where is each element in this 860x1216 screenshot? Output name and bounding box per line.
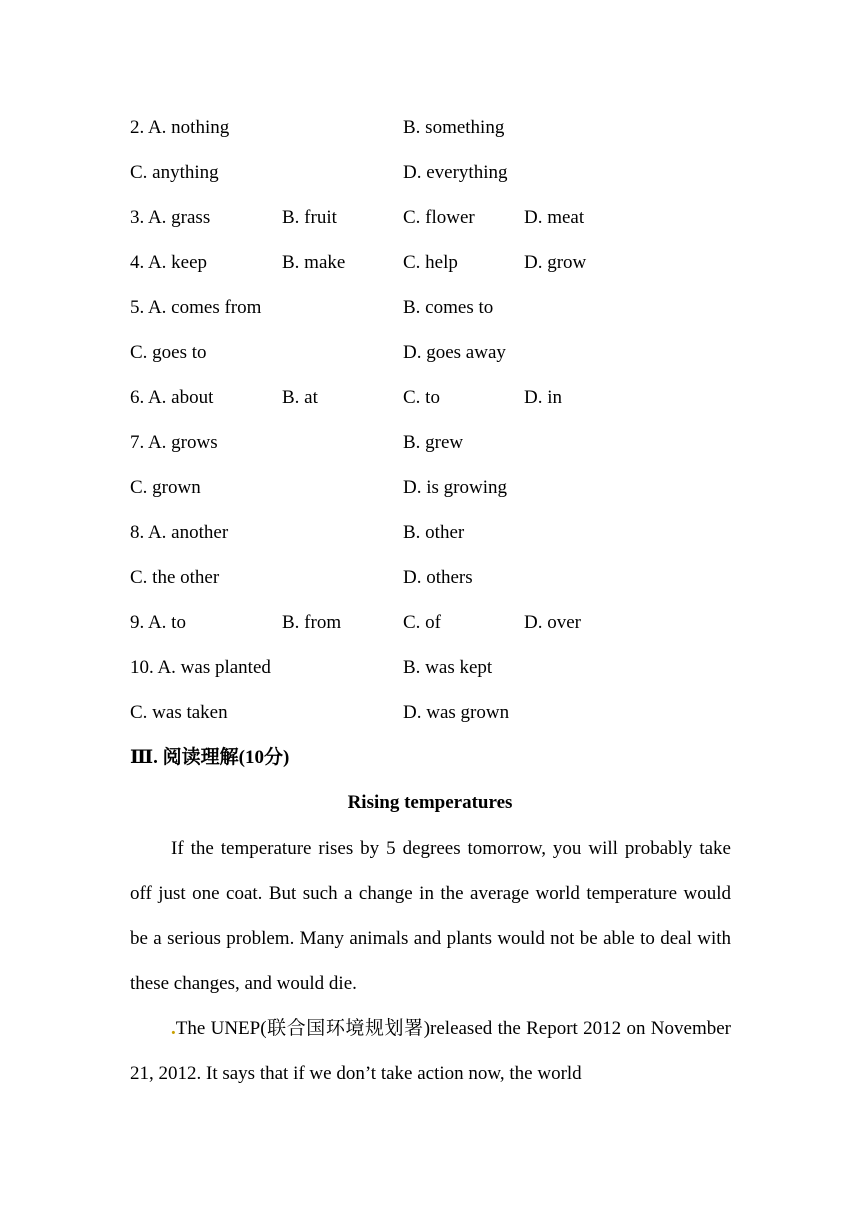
option-text: D. in	[524, 387, 562, 408]
paragraph-text: The UNEP(联合国环境规划署)released the Report 2012 on November 21, 2012. It says that if we don’t take action now, the world	[130, 1018, 731, 1084]
option-text: C. was taken	[130, 702, 228, 723]
option-text: 8. A. another	[130, 522, 229, 543]
option-text: C. the other	[130, 567, 220, 588]
option-text: B. fruit	[282, 207, 337, 228]
option-text: D. meat	[524, 207, 585, 228]
option-text: C. to	[403, 387, 440, 408]
option-text: B. grew	[403, 432, 464, 453]
option-text: 10. A. was planted	[130, 657, 271, 678]
passage-paragraph-1	[130, 826, 731, 1006]
section-heading: Ⅲ. 阅读理解(10分)	[130, 747, 290, 768]
option-text: 9. A. to	[130, 612, 186, 633]
option-text: 5. A. comes from	[130, 297, 262, 318]
option-text: B. other	[403, 522, 465, 543]
option-text: C. of	[403, 612, 441, 633]
option-text: C. grown	[130, 477, 201, 498]
option-text: 3. A. grass	[130, 207, 211, 228]
option-text: C. anything	[130, 162, 219, 183]
option-text: B. from	[282, 612, 342, 633]
option-text: B. comes to	[403, 297, 494, 318]
option-text: D. over	[524, 612, 581, 633]
option-text: C. goes to	[130, 342, 207, 363]
paragraph-marker: .	[171, 1018, 176, 1039]
option-text: 2. A. nothing	[130, 117, 230, 138]
option-text: B. was kept	[403, 657, 493, 678]
option-text: B. make	[282, 252, 346, 273]
option-text: 4. A. keep	[130, 252, 208, 273]
option-text: D. was grown	[403, 702, 510, 723]
option-text: 6. A. about	[130, 387, 214, 408]
option-text: D. goes away	[403, 342, 506, 363]
option-text: D. grow	[524, 252, 587, 273]
option-text: B. at	[282, 387, 318, 408]
option-text: D. is growing	[403, 477, 507, 498]
option-text: D. others	[403, 567, 473, 588]
option-text: B. something	[403, 117, 505, 138]
passage-paragraph-2	[130, 1006, 731, 1096]
option-text: C. flower	[403, 207, 475, 228]
option-text: D. everything	[403, 162, 508, 183]
option-text: 7. A. grows	[130, 432, 218, 453]
option-text: C. help	[403, 252, 458, 273]
paragraph-text: If the temperature rises by 5 degrees tomorrow, you will probably take off just one coat. But such a change in the average world temperature would be a serious problem. Many animals and plants would not be able to deal with these changes, and would die.	[130, 838, 731, 994]
passage-title: Rising temperatures	[347, 792, 513, 813]
